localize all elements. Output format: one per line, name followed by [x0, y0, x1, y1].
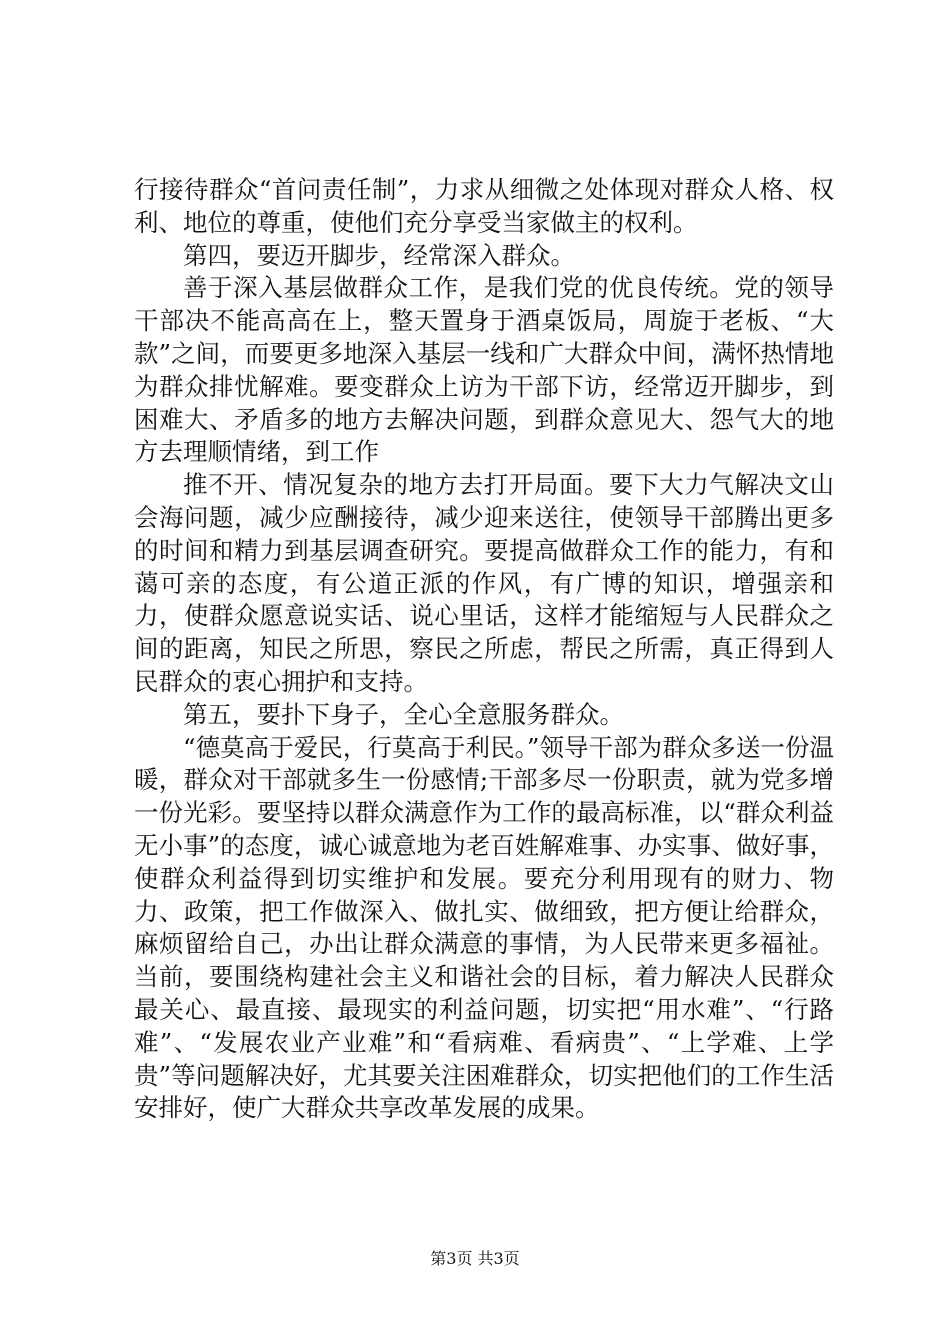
document-body — [134, 174, 834, 1125]
page-footer: 第3页 共3页 — [430, 1249, 520, 1268]
paragraph-4: 推不开、情况复杂的地方去打开局面。要下大力气解决文山会海问题，减少应酬接待，减少迎来送往，使领导干部腾出更多的时间和精力到基层调查研究。要提高做群众工作的能力，有和蔼可亲的态度，有公道正派的作风，有广博的知识，增强亲和力，使群众愿意说实话、说心里话，这样才能缩短与人民群众之间的距离，知民之所思，察民之所虑，帮民之所需，真正得到人民群众的衷心拥护和支持。 — [134, 470, 834, 696]
paragraph-6: “德莫高于爱民，行莫高于利民。”领导干部为群众多送一份温暖，群众对干部就多生一份感情;干部多尽一份职责，就为党多增一份光彩。要坚持以群众满意作为工作的最高标准，以“群众利益无小事”的态度，诚心诚意地为老百姓解难事、办实事、做好事，使群众利益得到切实维护和发展。要充分利用现有的财力、物力、政策，把工作做深入、做扎实、做细致，把方便让给群众，麻烦留给自己，办出让群众满意的事情，为人民带来更多福祉。当前，要围绕构建社会主义和谐社会的目标，着力解决人民群众最关心、最直接、最现实的利益问题，切实把“用水难”、“行路难”、“发展农业产业难”和“看病难、看病贵”、“上学难、上学贵”等问题解决好，尤其要关注困难群众，切实把他们的工作生活安排好，使广大群众共享改革发展的成果。 — [134, 732, 834, 1123]
paragraph-1: 行接待群众“首问责任制”，力求从细微之处体现对群众人格、权利、地位的尊重，使他们充分享受当家做主的权利。 — [134, 175, 834, 237]
paragraph-3: 善于深入基层做群众工作，是我们党的优良传统。党的领导干部决不能高高在上，整天置身于酒桌饭局，周旋于老板、“大款”之间，而要更多地深入基层一线和广大群众中间，满怀热情地为群众排忧解难。要变群众上访为干部下访，经常迈开脚步，到困难大、矛盾多的地方去解决问题，到群众意见大、怨气大的地方去理顺情绪，到工作 — [134, 273, 834, 467]
paragraph-2-heading-fourth: 第四，要迈开脚步，经常深入群众。 — [183, 240, 575, 270]
paragraph-5-heading-fifth: 第五，要扑下身子，全心全意服务群众。 — [183, 699, 624, 729]
